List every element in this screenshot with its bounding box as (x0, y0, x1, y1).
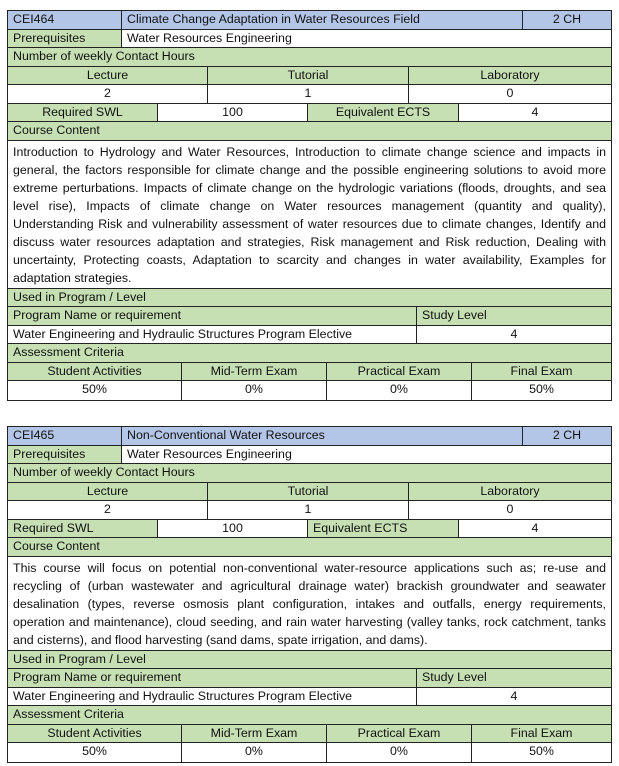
program-values-row (8, 688, 611, 707)
swl-label: Required SWL (8, 520, 158, 538)
contact-hours-label: Number of weekly Contact Hours (8, 48, 611, 66)
assessment-heading-row (8, 344, 611, 363)
program-name: Water Engineering and Hydraulic Structures Program Elective (8, 688, 417, 706)
assessment-values-row (8, 381, 611, 400)
practical-value: 0% (327, 381, 472, 400)
course-content-row (8, 557, 611, 651)
course-content-text: Introduction to Hydrology and Water Resources, Introduction to climate change science and impacts in general, the factors responsible for climate change and the possible engineering solutions to avoid more extreme perturbations. Impacts of climate change on the hydrologic variations (floods, droughts, and sea level rise), Impacts of climate change on Water resources management (quantity and quality), Understanding Risk and vulnerability assessment of water resources due to climate changes, Identify and discuss water resources adaptation and strategies, Risk management and Risk reduction, Dealing with uncertainty, Protecting coasts, Adaptation to scarcity and changes in water availability, Examples for adaptation strategies. (8, 141, 611, 288)
midterm-value: 0% (182, 381, 327, 400)
ects-label: Equivalent ECTS (308, 520, 459, 538)
midterm-label: Mid-Term Exam (182, 363, 327, 381)
credit-hours: 2 CH (523, 427, 611, 445)
program-name: Water Engineering and Hydraulic Structures Program Elective (8, 326, 417, 344)
tutorial-label: Tutorial (208, 483, 409, 501)
program-header-row (8, 307, 611, 326)
assessment-values-row (8, 743, 611, 762)
course-content-row (8, 141, 611, 289)
laboratory-hours: 0 (409, 501, 611, 519)
credit-hours: 2 CH (523, 11, 611, 29)
course-header-row (8, 11, 611, 30)
tutorial-label: Tutorial (208, 67, 409, 85)
student-activities-value: 50% (8, 743, 182, 762)
assessment-header-row (8, 725, 611, 744)
course-content-label: Course Content (8, 538, 611, 556)
ects-label: Equivalent ECTS (308, 104, 459, 122)
prerequisites-value: Water Resources Engineering (122, 30, 611, 48)
hours-values-row (8, 85, 611, 104)
swl-row (8, 104, 611, 123)
student-activities-value: 50% (8, 381, 182, 400)
prerequisites-row (8, 446, 611, 465)
course-table-cei464 (7, 10, 612, 401)
student-activities-label: Student Activities (8, 725, 182, 743)
prerequisites-label: Prerequisites (8, 446, 122, 464)
prerequisites-value: Water Resources Engineering (122, 446, 611, 464)
practical-label: Practical Exam (327, 725, 472, 743)
contact-hours-heading-row (8, 464, 611, 483)
laboratory-label: Laboratory (409, 483, 611, 501)
program-section-row (8, 651, 611, 670)
lecture-hours: 2 (8, 85, 208, 103)
course-content-heading-row (8, 122, 611, 141)
course-title: Non-Conventional Water Resources (122, 427, 523, 445)
contact-hours-label: Number of weekly Contact Hours (8, 464, 611, 482)
program-section-row (8, 289, 611, 308)
tutorial-hours: 1 (208, 501, 409, 519)
swl-label: Required SWL (8, 104, 158, 122)
swl-value: 100 (158, 104, 308, 122)
laboratory-label: Laboratory (409, 67, 611, 85)
laboratory-hours: 0 (409, 85, 611, 103)
course-content-text: This course will focus on potential non-conventional water-resource applications such as; re-use and recycling of (urban wastewater and agricultural drainage water) brackish groundwater and seawater desalination (types, reverse osmosis plant configuration, intakes and outfalls, energy requirements, operation and maintenance), cloud seeding, and rain water harvesting (valley tanks, rock catchment, tanks and cisterns), and flood harvesting (sand dams, spate irrigation, and dams). (8, 557, 611, 650)
course-code: CEI464 (8, 11, 122, 29)
study-level-label: Study Level (417, 669, 611, 687)
final-value: 50% (472, 381, 611, 400)
assessment-label: Assessment Criteria (8, 344, 611, 362)
hours-header-row (8, 67, 611, 86)
assessment-heading-row (8, 706, 611, 725)
student-activities-label: Student Activities (8, 363, 182, 381)
final-label: Final Exam (472, 725, 611, 743)
program-name-label: Program Name or requirement (8, 307, 417, 325)
program-name-label: Program Name or requirement (8, 669, 417, 687)
study-level: 4 (417, 326, 611, 344)
study-level: 4 (417, 688, 611, 706)
course-header-row (8, 427, 611, 446)
course-content-label: Course Content (8, 122, 611, 140)
practical-value: 0% (327, 743, 472, 762)
midterm-label: Mid-Term Exam (182, 725, 327, 743)
hours-header-row (8, 483, 611, 502)
course-content-heading-row (8, 538, 611, 557)
program-section-label: Used in Program / Level (8, 289, 611, 307)
study-level-label: Study Level (417, 307, 611, 325)
tutorial-hours: 1 (208, 85, 409, 103)
course-title: Climate Change Adaptation in Water Resources Field (122, 11, 523, 29)
prerequisites-label: Prerequisites (8, 30, 122, 48)
course-table-cei465 (7, 426, 612, 763)
midterm-value: 0% (182, 743, 327, 762)
assessment-label: Assessment Criteria (8, 706, 611, 724)
program-values-row (8, 326, 611, 345)
program-section-label: Used in Program / Level (8, 651, 611, 669)
swl-row (8, 520, 611, 539)
final-value: 50% (472, 743, 611, 762)
lecture-label: Lecture (8, 483, 208, 501)
program-header-row (8, 669, 611, 688)
practical-label: Practical Exam (327, 363, 472, 381)
lecture-hours: 2 (8, 501, 208, 519)
final-label: Final Exam (472, 363, 611, 381)
swl-value: 100 (158, 520, 308, 538)
ects-value: 4 (459, 520, 611, 538)
ects-value: 4 (459, 104, 611, 122)
course-code: CEI465 (8, 427, 122, 445)
assessment-header-row (8, 363, 611, 382)
hours-values-row (8, 501, 611, 520)
prerequisites-row (8, 30, 611, 49)
lecture-label: Lecture (8, 67, 208, 85)
contact-hours-heading-row (8, 48, 611, 67)
